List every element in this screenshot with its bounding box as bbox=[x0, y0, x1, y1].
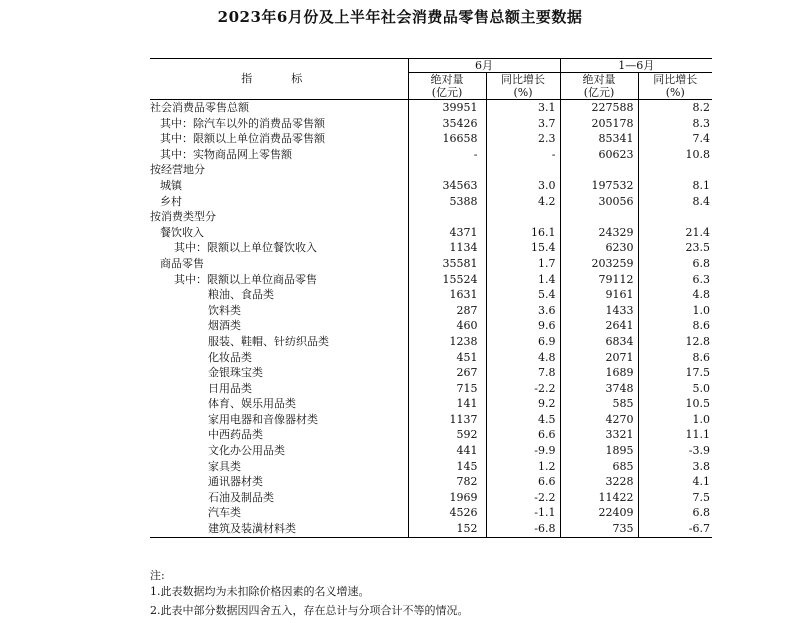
notes bbox=[150, 569, 469, 623]
cell-june-abs: 35426 bbox=[408, 116, 486, 132]
header-growth-label: 同比增长 bbox=[653, 73, 698, 86]
table-row bbox=[150, 209, 712, 225]
table-row bbox=[150, 412, 712, 428]
cell-june-growth: 3.0 bbox=[486, 178, 560, 194]
table-row bbox=[150, 240, 712, 256]
cell-ytd-growth: 8.6 bbox=[638, 350, 712, 366]
row-label: 按消费类型分 bbox=[150, 210, 216, 224]
cell-june-abs: - bbox=[408, 147, 486, 163]
row-label: 家具类 bbox=[208, 459, 241, 473]
row-label: 服装、鞋帽、针纺织品类 bbox=[208, 334, 329, 348]
table-row bbox=[150, 147, 712, 163]
cell-ytd-abs: 22409 bbox=[560, 505, 638, 521]
cell-ytd-growth: 10.8 bbox=[638, 147, 712, 163]
header-indicator: 指 标 bbox=[241, 72, 317, 86]
cell-ytd-abs: 1689 bbox=[560, 365, 638, 381]
cell-june-abs: 1137 bbox=[408, 412, 486, 428]
cell-ytd-abs: 85341 bbox=[560, 131, 638, 147]
table-row bbox=[150, 459, 712, 475]
cell-june-abs: 15524 bbox=[408, 272, 486, 288]
cell-ytd-abs: 6230 bbox=[560, 240, 638, 256]
header-june-abs bbox=[408, 73, 486, 100]
table-row bbox=[150, 318, 712, 334]
cell-june-abs bbox=[408, 209, 486, 225]
cell-ytd-growth: 6.8 bbox=[638, 505, 712, 521]
cell-ytd-growth: 11.1 bbox=[638, 427, 712, 443]
cell-june-growth: 15.4 bbox=[486, 240, 560, 256]
table-row bbox=[150, 303, 712, 319]
cell-ytd-abs: 3748 bbox=[560, 381, 638, 397]
row-label: 金银珠宝类 bbox=[208, 366, 263, 380]
row-label: 其中：限额以上单位餐饮收入 bbox=[174, 241, 317, 255]
cell-ytd-growth: 8.6 bbox=[638, 318, 712, 334]
cell-ytd-abs: 2641 bbox=[560, 318, 638, 334]
cell-ytd-abs bbox=[560, 209, 638, 225]
table-row bbox=[150, 287, 712, 303]
cell-ytd-growth: 1.0 bbox=[638, 412, 712, 428]
cell-june-growth: 5.4 bbox=[486, 287, 560, 303]
cell-june-abs: 152 bbox=[408, 521, 486, 537]
cell-june-growth: 6.6 bbox=[486, 474, 560, 490]
cell-june-growth: 16.1 bbox=[486, 225, 560, 241]
row-label: 家用电器和音像器材类 bbox=[208, 412, 318, 426]
cell-june-growth: 4.8 bbox=[486, 350, 560, 366]
cell-june-abs: 1238 bbox=[408, 334, 486, 350]
cell-ytd-growth: 5.0 bbox=[638, 381, 712, 397]
cell-ytd-abs: 30056 bbox=[560, 194, 638, 210]
table-row bbox=[150, 272, 712, 288]
cell-june-growth: -6.8 bbox=[486, 521, 560, 537]
cell-ytd-growth: 23.5 bbox=[638, 240, 712, 256]
cell-june-abs: 39951 bbox=[408, 100, 486, 116]
cell-ytd-abs: 585 bbox=[560, 396, 638, 412]
cell-june-abs: 287 bbox=[408, 303, 486, 319]
table-row bbox=[150, 427, 712, 443]
cell-ytd-growth: 7.4 bbox=[638, 131, 712, 147]
row-label: 其中：限额以上单位消费品零售额 bbox=[160, 132, 325, 146]
table-row bbox=[150, 256, 712, 272]
table-body bbox=[150, 100, 712, 538]
cell-june-abs: 4371 bbox=[408, 225, 486, 241]
table-row bbox=[150, 490, 712, 506]
row-label: 饮料类 bbox=[208, 303, 241, 317]
cell-ytd-abs: 3321 bbox=[560, 427, 638, 443]
cell-ytd-growth: 6.3 bbox=[638, 272, 712, 288]
cell-ytd-abs: 685 bbox=[560, 459, 638, 475]
header-growth-unit: (%) bbox=[513, 86, 533, 99]
cell-ytd-growth: 7.5 bbox=[638, 490, 712, 506]
header-group-ytd: 1—6月 bbox=[560, 59, 712, 73]
header-growth-label: 同比增长 bbox=[501, 73, 545, 86]
header-group-june: 6月 bbox=[408, 59, 560, 73]
table-header bbox=[150, 59, 712, 100]
note-item-2: 2.此表中部分数据因四舍五入，存在总计与分项合计不等的情况。 bbox=[150, 604, 469, 617]
cell-ytd-abs: 6834 bbox=[560, 334, 638, 350]
cell-june-growth: 4.2 bbox=[486, 194, 560, 210]
cell-june-abs: 34563 bbox=[408, 178, 486, 194]
row-label: 其中：除汽车以外的消费品零售额 bbox=[160, 116, 325, 130]
row-label: 汽车类 bbox=[208, 506, 241, 520]
row-label: 社会消费品零售总额 bbox=[150, 101, 249, 114]
cell-ytd-abs: 79112 bbox=[560, 272, 638, 288]
cell-ytd-growth: 12.8 bbox=[638, 334, 712, 350]
cell-ytd-abs: 205178 bbox=[560, 116, 638, 132]
row-label: 城镇 bbox=[160, 178, 182, 192]
table-row bbox=[150, 396, 712, 412]
header-abs-unit: (亿元) bbox=[431, 86, 463, 99]
row-label: 体育、娱乐用品类 bbox=[208, 397, 296, 411]
cell-ytd-growth: 8.3 bbox=[638, 116, 712, 132]
cell-ytd-growth: 8.2 bbox=[638, 100, 712, 116]
cell-ytd-abs: 227588 bbox=[560, 100, 638, 116]
notes-heading: 注: bbox=[150, 569, 165, 582]
cell-june-growth: 9.6 bbox=[486, 318, 560, 334]
row-label: 按经营地分 bbox=[150, 163, 205, 177]
cell-june-abs: 441 bbox=[408, 443, 486, 459]
table-row bbox=[150, 116, 712, 132]
cell-ytd-growth: 1.0 bbox=[638, 303, 712, 319]
header-abs-label: 绝对量 bbox=[582, 73, 616, 86]
cell-ytd-abs: 735 bbox=[560, 521, 638, 537]
retail-sales-table bbox=[150, 58, 712, 538]
cell-june-growth bbox=[486, 162, 560, 178]
table-row bbox=[150, 162, 712, 178]
header-june-growth bbox=[486, 73, 560, 100]
cell-june-abs: 1134 bbox=[408, 240, 486, 256]
cell-june-abs: 451 bbox=[408, 350, 486, 366]
table-row bbox=[150, 474, 712, 490]
cell-ytd-abs: 4270 bbox=[560, 412, 638, 428]
row-label: 化妆品类 bbox=[208, 350, 252, 364]
cell-june-abs: 141 bbox=[408, 396, 486, 412]
cell-june-growth: 3.1 bbox=[486, 100, 560, 116]
table-row bbox=[150, 365, 712, 381]
table-row bbox=[150, 131, 712, 147]
cell-june-growth: 9.2 bbox=[486, 396, 560, 412]
table-row bbox=[150, 100, 712, 116]
table-row bbox=[150, 178, 712, 194]
table-row bbox=[150, 334, 712, 350]
cell-ytd-growth: 6.8 bbox=[638, 256, 712, 272]
cell-ytd-growth bbox=[638, 162, 712, 178]
header-ytd-growth bbox=[638, 73, 712, 100]
row-label: 粮油、食品类 bbox=[208, 288, 274, 302]
table-row bbox=[150, 350, 712, 366]
cell-june-growth: 3.6 bbox=[486, 303, 560, 319]
row-label: 中西药品类 bbox=[208, 428, 263, 442]
cell-june-abs: 1631 bbox=[408, 287, 486, 303]
cell-june-abs: 715 bbox=[408, 381, 486, 397]
row-label: 烟酒类 bbox=[208, 319, 241, 333]
table-row bbox=[150, 194, 712, 210]
cell-june-abs: 16658 bbox=[408, 131, 486, 147]
cell-june-abs: 4526 bbox=[408, 505, 486, 521]
cell-june-growth: -2.2 bbox=[486, 381, 560, 397]
cell-ytd-abs: 24329 bbox=[560, 225, 638, 241]
cell-june-growth: -9.9 bbox=[486, 443, 560, 459]
cell-june-growth: 1.7 bbox=[486, 256, 560, 272]
note-item-1: 1.此表数据均为未扣除价格因素的名义增速。 bbox=[150, 585, 370, 598]
cell-june-growth: 1.4 bbox=[486, 272, 560, 288]
cell-ytd-abs: 2071 bbox=[560, 350, 638, 366]
cell-june-growth: - bbox=[486, 147, 560, 163]
cell-june-growth: 7.8 bbox=[486, 365, 560, 381]
cell-ytd-growth: 17.5 bbox=[638, 365, 712, 381]
row-label: 石油及制品类 bbox=[208, 490, 274, 504]
cell-ytd-growth: 4.1 bbox=[638, 474, 712, 490]
cell-ytd-growth: 8.1 bbox=[638, 178, 712, 194]
cell-ytd-growth: 10.5 bbox=[638, 396, 712, 412]
cell-june-growth: -2.2 bbox=[486, 490, 560, 506]
header-abs-label: 绝对量 bbox=[430, 73, 464, 86]
cell-ytd-abs: 3228 bbox=[560, 474, 638, 490]
row-label: 商品零售 bbox=[160, 256, 204, 270]
cell-ytd-abs: 203259 bbox=[560, 256, 638, 272]
cell-june-abs: 460 bbox=[408, 318, 486, 334]
cell-june-abs: 5388 bbox=[408, 194, 486, 210]
row-label: 文化办公用品类 bbox=[208, 444, 285, 458]
table-row bbox=[150, 225, 712, 241]
document-title: 2023年6月份及上半年社会消费品零售总额主要数据 bbox=[217, 8, 583, 26]
cell-june-abs: 782 bbox=[408, 474, 486, 490]
cell-june-growth: -1.1 bbox=[486, 505, 560, 521]
cell-ytd-growth: 8.4 bbox=[638, 194, 712, 210]
cell-june-growth: 3.7 bbox=[486, 116, 560, 132]
header-growth-unit: (%) bbox=[665, 86, 685, 99]
cell-ytd-growth bbox=[638, 209, 712, 225]
cell-june-growth bbox=[486, 209, 560, 225]
row-label: 其中：限额以上单位商品零售 bbox=[174, 272, 317, 286]
cell-ytd-abs: 1433 bbox=[560, 303, 638, 319]
table-row bbox=[150, 381, 712, 397]
table-row bbox=[150, 443, 712, 459]
cell-ytd-abs: 197532 bbox=[560, 178, 638, 194]
cell-ytd-growth: -6.7 bbox=[638, 521, 712, 537]
cell-ytd-abs: 60623 bbox=[560, 147, 638, 163]
cell-ytd-abs: 1895 bbox=[560, 443, 638, 459]
cell-june-growth: 1.2 bbox=[486, 459, 560, 475]
cell-ytd-abs: 9161 bbox=[560, 287, 638, 303]
cell-june-abs: 267 bbox=[408, 365, 486, 381]
row-label: 其中：实物商品网上零售额 bbox=[160, 147, 292, 161]
cell-ytd-growth: 4.8 bbox=[638, 287, 712, 303]
cell-june-abs: 1969 bbox=[408, 490, 486, 506]
row-label: 日用品类 bbox=[208, 381, 252, 395]
cell-june-abs: 35581 bbox=[408, 256, 486, 272]
cell-ytd-growth: -3.9 bbox=[638, 443, 712, 459]
table-row bbox=[150, 521, 712, 537]
cell-june-abs: 145 bbox=[408, 459, 486, 475]
cell-june-abs bbox=[408, 162, 486, 178]
header-abs-unit: (亿元) bbox=[583, 86, 615, 99]
cell-june-growth: 6.9 bbox=[486, 334, 560, 350]
row-label: 通讯器材类 bbox=[208, 475, 263, 489]
cell-ytd-growth: 21.4 bbox=[638, 225, 712, 241]
cell-june-growth: 6.6 bbox=[486, 427, 560, 443]
cell-ytd-growth: 3.8 bbox=[638, 459, 712, 475]
cell-june-growth: 2.3 bbox=[486, 131, 560, 147]
row-label: 乡村 bbox=[160, 194, 182, 208]
cell-ytd-abs: 11422 bbox=[560, 490, 638, 506]
row-label: 餐饮收入 bbox=[160, 225, 204, 239]
table-row bbox=[150, 505, 712, 521]
cell-ytd-abs bbox=[560, 162, 638, 178]
row-label: 建筑及装潢材料类 bbox=[208, 522, 296, 536]
cell-june-growth: 4.5 bbox=[486, 412, 560, 428]
header-ytd-abs bbox=[560, 73, 638, 100]
cell-june-abs: 592 bbox=[408, 427, 486, 443]
